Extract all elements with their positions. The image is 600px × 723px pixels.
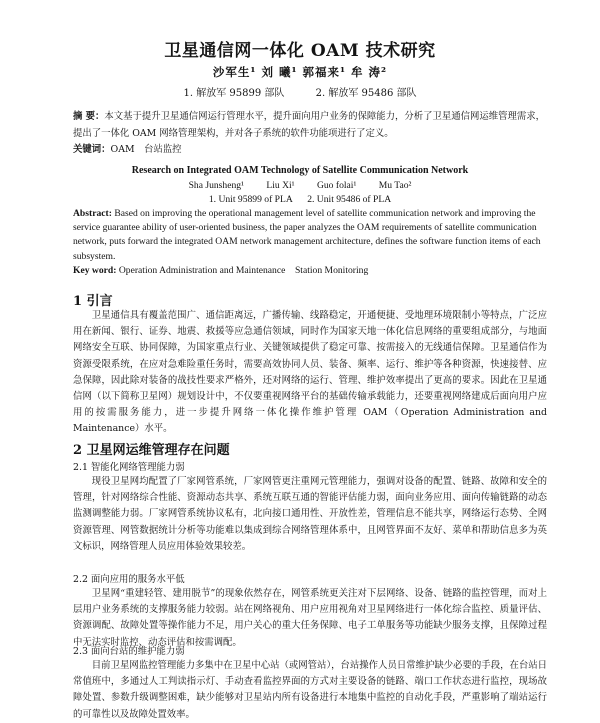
affiliation-2: 2. 解放军 95486 部队 xyxy=(315,88,417,99)
section-1-body xyxy=(73,308,547,438)
section-2-1-paragraph: 现役卫星网均配置了厂家网管系统，厂家网管更注重网元管理能力，强调对设备的配置、链路、故障和安全的管理，针对网络综合性能、资源动态共享、系统互联互通的智能评估能力弱，面向业务应用、面向传输链路的动态监测调整能力弱。厂家网管系统协议私有，北向接口通用性、开放性差，管理信息不能共享，网络运行态势、全网资源管理、网管数据统计分析等功能难以集成到综合网络管理体系中，且网管界面不友好、菜单和帮助信息多为英文标识，网络管理人员应用体验效果较差。 xyxy=(73,476,547,552)
keywords-en-label: Key word: xyxy=(73,264,117,276)
english-author-3: Guo folai¹ xyxy=(316,180,357,191)
section-2-heading: 2 卫星网运维管理存在问题 xyxy=(73,443,230,458)
english-author-2: Liu Xi¹ xyxy=(266,180,295,191)
english-affiliation-1: 1. Unit 95899 of PLA xyxy=(208,194,293,205)
section-2-1-heading: 2.1 智能化网络管理能力弱 xyxy=(73,462,185,473)
section-2-2-heading: 2.2 面向应用的服务水平低 xyxy=(73,574,185,585)
abstract-cn-label: 摘 要： xyxy=(73,111,105,122)
english-authors xyxy=(0,180,600,191)
abstract-en-label: Abstract: xyxy=(73,208,112,219)
english-author-4: Mu Tao² xyxy=(378,180,412,191)
english-author-1: Sha Junsheng¹ xyxy=(188,180,244,191)
section-2-2-body xyxy=(73,586,547,651)
keywords-cn-label: 关键词： xyxy=(73,144,111,155)
english-affiliations xyxy=(0,194,600,205)
author-list: 沙军生¹ 刘 曦¹ 郭福来¹ 牟 涛² xyxy=(212,65,388,79)
section-2-3-heading: 2.3 面向台站的维护能力弱 xyxy=(73,646,185,657)
abstract-en xyxy=(73,207,547,278)
paper-title: 卫星通信网一体化 OAM 技术研究 xyxy=(164,41,436,61)
english-title: Research on Integrated OAM Technology of Satellite Communication Network xyxy=(131,165,469,176)
section-2-1-body xyxy=(73,474,547,555)
english-affiliation-2: 2. Unit 95486 of PLA xyxy=(307,194,392,205)
section-1-paragraph: 卫星通信具有覆盖范围广、通信距离远，广播传输、线路稳定，开通便捷、受地理环境限制小等特点，广泛应用在新闻、银行、证券、地震、救援等应急通信领域，同时作为国家天地一体化信息网络的重要组成部分，与地面网络安全互联、协同保障，为国家重点行业、关键领域提供了稳定可靠、按需接入的无线通信保障。卫星通信作为资源受限系统，在应对急难险重任务时，需要高效协同人员、装备、频率、运行、维护等各种资源，快速接替、应急保障，因此除对装备的战技性要求严格外，还对网络的运行、管理、维护效率提出了更高的要求。因此在卫星通信网（以下简称卫星网）规划设计中，不仅要重视网络平台的基础传输承载能力，还要重视网络建成后面向用户应用的按需服务能力，进一步提升网络一体化操作维护管理 OAM（Operation Administration and Maintenance）水平。 xyxy=(73,310,547,435)
keywords-en: Operation Administration and Maintenance Station Monitoring xyxy=(118,264,369,276)
affiliations xyxy=(0,84,600,99)
abstract-cn-text: 本文基于提升卫星通信网运行管理水平，提升面向用户业务的保障能力，分析了卫星通信网运维管理需求，提出了一体化 OAM 网络管理架构，并对各子系统的软件功能项进行了定义。 xyxy=(73,111,546,139)
section-2-2-paragraph: 卫星网“重建轻管、建用脱节”的现象依然存在，网管系统更关注对下层网络、设备、链路的监控管理，而对上层用户业务系统的支撑服务能力较弱。站在网络视角、用户应用视角对卫星网络进行一体化综合监控、质量评估、资源调配、故障处置等操作能力不足，用户关心的重大任务保障、电子工单服务等功能缺少服务支撑，且保障过程中无法实时监控、动态评估和按需调配。 xyxy=(73,588,547,648)
abstract-en-text: Based on improving the operational management level of satellite communication network and improving the service guarantee ability of user-oriented business, the paper analyzes the OAM requirements of satellite communication network, puts forward the integrated OAM network management architecture, defines the software function items of each subsystem. xyxy=(73,208,541,262)
section-1-heading: 1 引言 xyxy=(73,294,113,309)
section-2-3-paragraph: 目前卫星网监控管理能力多集中在卫星中心站（或网管站），台站操作人员日常维护缺少必要的手段，在台站日常值班中，多通过人工判读指示灯、手动查看监控界面的方式对主要设备的链路、端口工作状态进行监控，现场故障处置、参数升级调整困难，缺少能够对卫星站内所有设备进行本地集中监控的自动化手段，严重影响了端站运行的可靠性以及故障处置效率。 xyxy=(73,660,547,720)
abstract-cn xyxy=(73,109,547,159)
keywords-cn: OAM 台站监控 xyxy=(110,144,182,155)
affiliation-1: 1. 解放军 95899 部队 xyxy=(183,88,285,99)
section-2-3-body xyxy=(73,658,547,723)
